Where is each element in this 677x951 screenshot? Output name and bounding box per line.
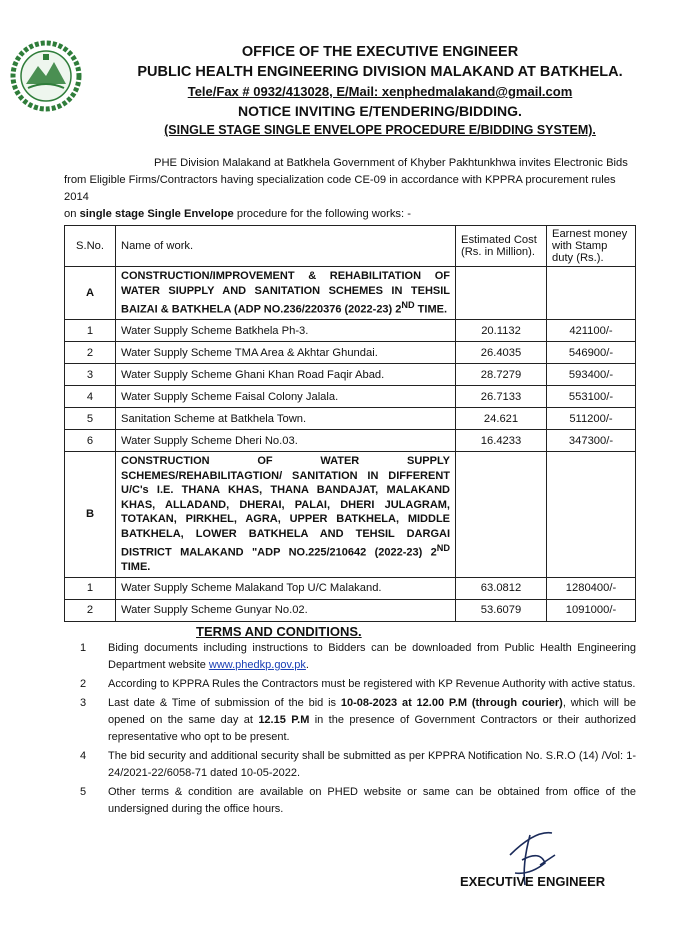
term-item: 5 Other terms & condition are available on PHED website or same can be obtained from office of the undersigned during the office hours. [80, 786, 636, 815]
term-item: 1 Biding documents including instructions to Bidders can be downloaded from Public Health Engineering Department website www.phedkp.gov.pk. [80, 642, 636, 671]
table-row: 2 Water Supply Scheme Gunyar No.02. 53.6079 1091000/- [65, 599, 636, 621]
phed-website-link[interactable]: www.phedkp.gov.pk [208, 659, 306, 671]
table-row: 1 Water Supply Scheme Malakand Top U/C Malakand. 63.0812 1280400/- [65, 577, 636, 599]
section-a-row [65, 267, 636, 320]
works-table [64, 225, 636, 622]
intro-line-3: on single stage Single Envelope procedure for the following works: - [64, 208, 411, 220]
table-row: 3 Water Supply Scheme Ghani Khan Road Faqir Abad. 28.7279 593400/- [65, 364, 636, 386]
terms-title: TERMS AND CONDITIONS. [196, 624, 362, 639]
section-b-row [65, 452, 636, 578]
table-row: 5 Sanitation Scheme at Batkhela Town. 24.621 511200/- [65, 408, 636, 430]
header-cost: Estimated Cost (Rs. in Million). [456, 226, 547, 267]
section-b-title: CONSTRUCTION OF WATER SUPPLY SCHEMES/REHABILITAGTION/ SANITATION IN DIFFERENT U/C's I.E. THANA KHAS, THANA BANDAJAT, MALAKAND KHAS, ALLADAND, DHERAI, PALAI, DHERI JULAGRAM, TOTAKAN, PIRKHEL, AGRA, UPPER BATKHELA, MIDDLE BATKHELA, LOWER BATKHELA AND TEHSIL DARGAI DISTRICT MALAKAND "ADP NO.225/210642 (2022-23) 2ND TIME. [116, 452, 456, 578]
intro-paragraph [64, 155, 636, 223]
division-title: PUBLIC HEALTH ENGINEERING DIVISION MALAKAND AT BATKHELA. [137, 64, 623, 80]
procedure-subtitle: (SINGLE STAGE SINGLE ENVELOPE PROCEDURE E/BIDDING SYSTEM). [164, 123, 596, 137]
intro-line-1: PHE Division Malakand at Batkhela Government of Khyber Pakhtunkhwa invites Electronic Bids [154, 157, 628, 169]
section-a-id: A [65, 267, 116, 320]
term-item: 3 Last date & Time of submission of the bid is 10-08-2023 at 12.00 P.M (through courier), which will be opened on the same day at 12.15 P.M in the presence of Government Contractors or their authorized representative who opt to be present. [80, 697, 636, 743]
executive-engineer-designation: EXECUTIVE ENGINEER [460, 874, 606, 889]
intro-line-2: from Eligible Firms/Contractors having specialization code CE-09 in accordance with KPPRA procurement rules 2014 [64, 174, 616, 203]
header-name: Name of work. [116, 226, 456, 267]
table-row: 6 Water Supply Scheme Dheri No.03. 16.4233 347300/- [65, 430, 636, 452]
section-b-id: B [65, 452, 116, 578]
contact-line: Tele/Fax # 0932/413028, E/Mail: xenphedmalakand@gmail.com [187, 84, 573, 99]
header-earnest: Earnest money with Stamp duty (Rs.). [547, 226, 636, 267]
table-row: 4 Water Supply Scheme Faisal Colony Jalala. 26.7133 553100/- [65, 386, 636, 408]
term-item: 2 According to KPPRA Rules the Contractors must be registered with KP Revenue Authority with active status. [80, 678, 636, 690]
header-sno: S.No. [65, 226, 116, 267]
section-a-title: CONSTRUCTION/IMPROVEMENT & REHABILITATION OF WATER SIUPPLY AND SANITATION SCHEMES IN TEHSIL BAIZAI & BATKHELA (ADP NO.236/220376 (2022-23) 2ND TIME. [116, 267, 456, 320]
notice-title: NOTICE INVITING E/TENDERING/BIDDING. [238, 103, 522, 119]
term-item: 4 The bid security and additional security shall be submitted as per KPPRA Notification No. S.R.O (14) /Vol: 1-24/2021-22/6058-71 dated 10-05-2022. [80, 750, 636, 779]
terms-list [80, 640, 636, 820]
office-title: OFFICE OF THE EXECUTIVE ENGINEER [241, 44, 519, 60]
kp-government-logo [10, 40, 82, 112]
table-header-row [65, 226, 636, 267]
table-row: 1 Water Supply Scheme Batkhela Ph-3. 20.1132 421100/- [65, 320, 636, 342]
table-row: 2 Water Supply Scheme TMA Area & Akhtar Ghundai. 26.4035 546900/- [65, 342, 636, 364]
